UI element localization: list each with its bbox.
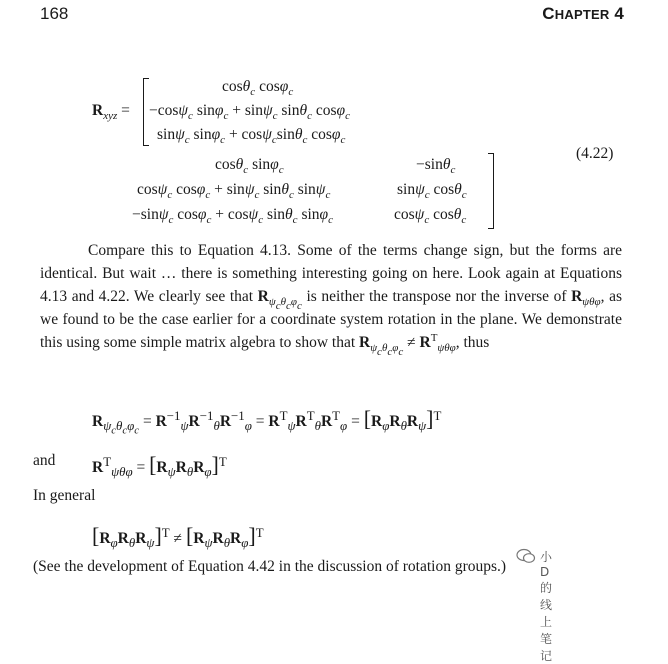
matrix-cell: cosθ$_c$ sinφ$_c$ [215, 156, 284, 176]
wechat-icon [516, 548, 536, 564]
watermark-text: 小D的线上笔记 [540, 550, 553, 663]
chapter-title: CHAPTER 4 [542, 4, 624, 23]
page-number: 168 [40, 4, 69, 23]
equation-number: (4.22) [576, 145, 614, 162]
eq-4-22-lhs: $R_{xyz}$ = [92, 102, 130, 122]
matrix-cell: sinψ$_c$ sinφ$_c$ + cosψ$_c$sinθ$_c$ cosφ$_c$ [157, 126, 346, 146]
equation-general-inequality: $[R_\varphi R_\theta R_\psi]^T \ne [R_\psi R_\theta R_\varphi]^T$ [92, 523, 264, 551]
matrix-cell: cosθ$_c$ cosφ$_c$ [222, 78, 294, 98]
equation-transpose-product: $R_{\psi_c\theta_c\varphi_c} = R^{-1}_\psi R^{-1}_\theta R^{-1}_\varphi = R^T_\psi R^T_\theta R^T_\varphi = [R_\varphi R_\theta R_\psi]^T$ [92, 406, 442, 437]
matrix-cell: −sinθ$_c$ [416, 156, 456, 176]
matrix-cell: cosψ$_c$ cosφ$_c$ + sinψ$_c$ sinθ$_c$ sinψ$_c$ [137, 181, 331, 201]
right-bracket [488, 153, 494, 229]
body-paragraph: Compare this to Equation 4.13. Some of the terms change sign, but the forms are identical. But wait … there is something interesting going on here. Look again at Equations 4.13 and 4.22. We clearly see that $R_{\psi_c\theta_c\varphi_c}$ is neither the transpose nor the inverse of $R_{\psi\theta\varphi}$, as we found to be the case earlier for a coordinate system rotation in the plane. We demonstrate this using some simple matrix algebra to show that $R_{\psi_c\theta_c\varphi_c} \ne R^T_{\psi\theta\varphi}$, thus [40, 242, 622, 358]
matrix-cell: −sinψ$_c$ cosφ$_c$ + cosψ$_c$ sinθ$_c$ sinφ$_c$ [132, 206, 333, 226]
matrix-cell: cosψ$_c$ cosθ$_c$ [394, 206, 467, 226]
matrix-cell: −cosψ$_c$ sinφ$_c$ + sinψ$_c$ sinθ$_c$ cosφ$_c$ [149, 102, 350, 122]
equation-rpsithetaphi-transpose: $R^T_{\psi\theta\varphi} = [R_\psi R_\theta R_\varphi]^T$ [92, 452, 227, 480]
and-label: and [33, 452, 56, 469]
matrix-cell: sinψ$_c$ cosθ$_c$ [397, 181, 467, 201]
in-general-label: In general [33, 487, 96, 504]
footer-note: (See the development of Equation 4.42 in the discussion of rotation groups.) [33, 558, 507, 575]
